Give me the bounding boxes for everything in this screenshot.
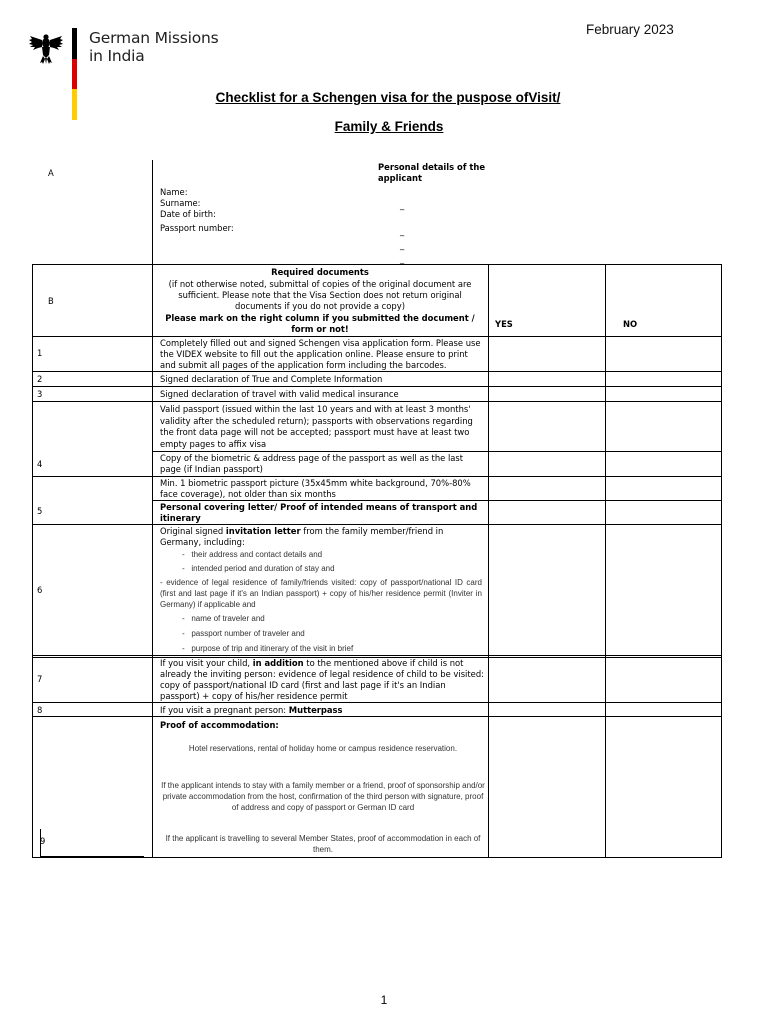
row-7-number: 7 xyxy=(37,674,43,684)
section-b-instruction: Please mark on the right column if you submitted the document / form or not! xyxy=(165,313,475,334)
row-7-text: If you visit your child, in addition to the mentioned above if child is not already the inviting person: evidence of legal residence of child to be visited: copy of passport/national ID card (first and last page if it's an Indian passport) + copy of his/her residence permit xyxy=(160,658,484,701)
field-dob-label: Date of birth: xyxy=(160,209,216,219)
field-blank-1: _ xyxy=(400,200,405,210)
row-passport-text: Valid passport (issued within the last 10 years and with at least 3 months' validity after the scheduled return); passports with observations regarding the front data page will not be accepted; passport must have at least two empty pages to affix visa xyxy=(160,404,473,449)
row-9-para-1: Hotel reservations, rental of holiday home or campus residence reservation. xyxy=(188,744,458,753)
section-b-note: (if not otherwise noted, submittal of copies of the original document are sufficient. Please note that the Visa Section does not return original documents if you do not provide a copy) xyxy=(168,279,472,311)
document-date: February 2023 xyxy=(586,22,674,37)
field-name-label: Name: xyxy=(160,187,188,197)
section-b-heading: Required documents xyxy=(271,267,369,277)
row-6-item-1: - their address and contact details and xyxy=(182,550,323,559)
brand-line-1: German Missions xyxy=(89,29,219,47)
section-b-letter: B xyxy=(48,296,54,306)
field-passport-label: Passport number: xyxy=(160,223,234,233)
row-2-text: Signed declaration of True and Complete Information xyxy=(160,374,383,384)
section-a-heading: Personal details of the applicant xyxy=(378,162,486,183)
row-8-number: 8 xyxy=(37,705,43,715)
row-2-number: 2 xyxy=(37,374,43,384)
row-8-text: If you visit a pregnant person: Mutterpass xyxy=(160,705,343,715)
row-1-text: Completely filled out and signed Schengen visa application form. Please use the VIDEX website to fill out the application online. Please ensure to print and submit all pages of the application form including the barcodes. xyxy=(160,338,481,370)
field-blank-2: _ xyxy=(400,226,405,236)
row-1-number: 1 xyxy=(37,348,43,358)
row-4-text-a: Copy of the biometric & address page of the passport as well as the last page (if Indian passport) xyxy=(160,453,464,474)
row-9-para-3: If the applicant is travelling to several Member States, proof of accommodation in each of them. xyxy=(165,834,481,854)
column-yes-header: YES xyxy=(495,319,513,329)
field-surname-label: Surname: xyxy=(160,198,201,208)
column-no-header: NO xyxy=(623,319,638,329)
row-9-number: 9 xyxy=(40,836,46,846)
row-9-para-2: If the applicant intends to stay with a family member or a friend, proof of sponsorship and/or private accommodation from the host, confirmation of the third person with signature, proof of address and copy of passport or German ID card xyxy=(161,781,485,812)
document-title-line-2: Family & Friends xyxy=(334,119,444,134)
row-6-item-5: - passport number of traveler and xyxy=(182,629,305,638)
field-blank-3: _ xyxy=(400,240,405,250)
section-a-letter: A xyxy=(48,168,54,178)
brand-line-2: in India xyxy=(89,47,145,65)
document-title-line-1: Checklist for a Schengen visa for the puspose ofVisit/ xyxy=(215,90,561,105)
row-6-item-4: - name of traveler and xyxy=(182,614,265,623)
row-6-item-2: - intended period and duration of stay and xyxy=(182,564,335,573)
row-6-number: 6 xyxy=(37,585,43,595)
row-4-number: 4 xyxy=(37,459,43,469)
field-blank-4: _ xyxy=(400,254,405,264)
row-6-item-6: - purpose of trip and itinerary of the visit in brief xyxy=(182,644,354,653)
page-number: 1 xyxy=(380,993,388,1007)
row-6-item-3: - evidence of legal residence of family/friends visited: copy of passport/national ID card (first and last page if it's an Indian passport) + copy of his/her residence permit (Inviter in Germany) if applicable and xyxy=(160,578,482,609)
row-6-intro: Original signed invitation letter from the family member/friend in Germany, including: xyxy=(160,526,444,547)
row-3-number: 3 xyxy=(37,389,43,399)
row-5-number: 5 xyxy=(37,506,43,516)
row-4-text-b: Min. 1 biometric passport picture (35x45mm white background, 70%-80% face coverage), not older than six months xyxy=(160,478,471,499)
row-9-heading: Proof of accommodation: xyxy=(160,720,279,730)
row-5-text: Personal covering letter/ Proof of intended means of transport and itinerary xyxy=(160,502,478,523)
row-3-text: Signed declaration of travel with valid medical insurance xyxy=(160,389,399,399)
